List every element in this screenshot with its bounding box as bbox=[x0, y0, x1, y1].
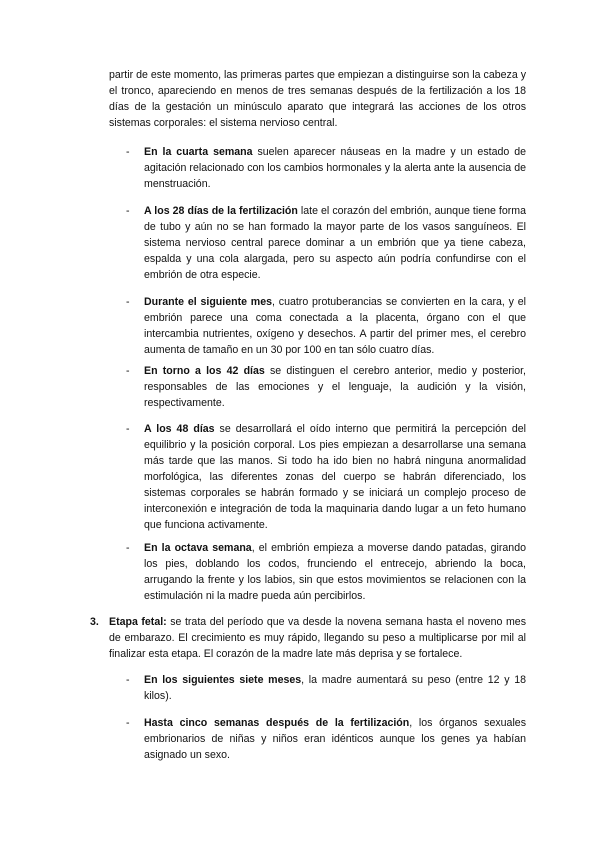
section-heading: Etapa fetal: bbox=[109, 616, 167, 628]
list-item bbox=[144, 421, 526, 533]
bullet-dash: - bbox=[126, 674, 130, 686]
bullet-dash: - bbox=[126, 717, 130, 729]
item-text: , los órganos sexuales embrionarios de niñas y niños eran idénticos aunque los genes ya habían asignado un sexo. bbox=[144, 717, 526, 761]
list-item bbox=[144, 144, 526, 192]
item-heading: En torno a los 42 días bbox=[144, 365, 265, 377]
bullet-dash: - bbox=[126, 205, 130, 217]
item-text: se distinguen el cerebro anterior, medio y posterior, responsables de las emociones y el lenguaje, la audición y la visión, respectivamente. bbox=[144, 365, 526, 409]
item-heading: En los siguientes siete meses bbox=[144, 674, 302, 686]
list-item bbox=[144, 672, 526, 704]
item-heading: Hasta cinco semanas después de la fertilización bbox=[144, 717, 410, 729]
item-heading: En la cuarta semana bbox=[144, 146, 253, 158]
section-paragraph bbox=[109, 614, 526, 662]
bullet-dash: - bbox=[126, 296, 130, 308]
list-item bbox=[144, 294, 526, 358]
list-item bbox=[144, 363, 526, 411]
item-heading: Durante el siguiente mes bbox=[144, 296, 273, 308]
bullet-dash: - bbox=[126, 365, 130, 377]
intro-paragraph: partir de este momento, las primeras partes que empiezan a distinguirse son la cabeza y el tronco, apareciendo en menos de tres semanas después de la fertilización a los 18 días de la gestación un minúsculo aparato que integrará las acciones de los otros sistemas corporales: el sistema nervioso central. bbox=[109, 69, 526, 129]
list-item bbox=[144, 715, 526, 763]
item-text: suelen aparecer náuseas en la madre y un estado de agitación relacionado con los cambios hormonales y la alerta ante la ausencia de menstruación. bbox=[144, 146, 526, 190]
item-text: , cuatro protuberancias se convierten en la cara, y el embrión parece una coma conectada a la placenta, órgano con el que intercambia nutrientes, oxígeno y desechos. A partir del primer mes, el cerebro aumenta de tamaño en un 30 por 100 en tan sólo cuatro días. bbox=[144, 296, 526, 356]
item-heading: A los 48 días bbox=[144, 423, 215, 435]
item-text: , la madre aumentará su peso (entre 12 y 18 kilos). bbox=[144, 674, 526, 702]
list-item bbox=[144, 540, 526, 604]
item-text: , el embrión empieza a moverse dando patadas, girando los pies, doblando los codos, frunciendo el entrecejo, abriendo la boca, arrugando la frente y los labios, sin que estos movimientos se relacionen con la estimulación ni la madre pueda aún percibirlos. bbox=[144, 542, 526, 602]
item-heading: A los 28 días de la fertilización bbox=[144, 205, 298, 217]
item-text: se desarrollará el oído interno que permitirá la percepción del equilibrio y la posición corporal. Los pies empiezan a desarrollarse una semana más tarde que las manos. Si todo ha ido bien no habrá ninguna anormalidad morfológica, las diferentes zonas del cuerpo se habrán diferenciado, los sistemas corporales se habrán formado y se iniciará un complejo proceso de interconexión e integración de toda la maquinaria dando lugar a un feto humano que funciona activamente. bbox=[144, 423, 527, 531]
bullet-dash: - bbox=[126, 423, 130, 435]
section-number: 3. bbox=[90, 616, 99, 628]
bullet-dash: - bbox=[126, 542, 130, 554]
bullet-dash: - bbox=[126, 146, 130, 158]
list-item bbox=[144, 203, 526, 283]
item-text: late el corazón del embrión, aunque tiene forma de tubo y aún no se han formado la mayor parte de los vasos sanguíneos. El sistema nervioso central parece dominar a un embrión que ya tiene cabeza, espalda y una cola alargada, pero su aspecto aún podría confundirse con el embrión de otra especie. bbox=[144, 205, 526, 281]
section-text: se trata del período que va desde la novena semana hasta el noveno mes de embarazo. El crecimiento es muy rápido, llegando su peso a multiplicarse por mil al finalizar esta etapa. El corazón de la madre late más deprisa y se fortalece. bbox=[109, 616, 526, 660]
item-heading: En la octava semana bbox=[144, 542, 252, 554]
